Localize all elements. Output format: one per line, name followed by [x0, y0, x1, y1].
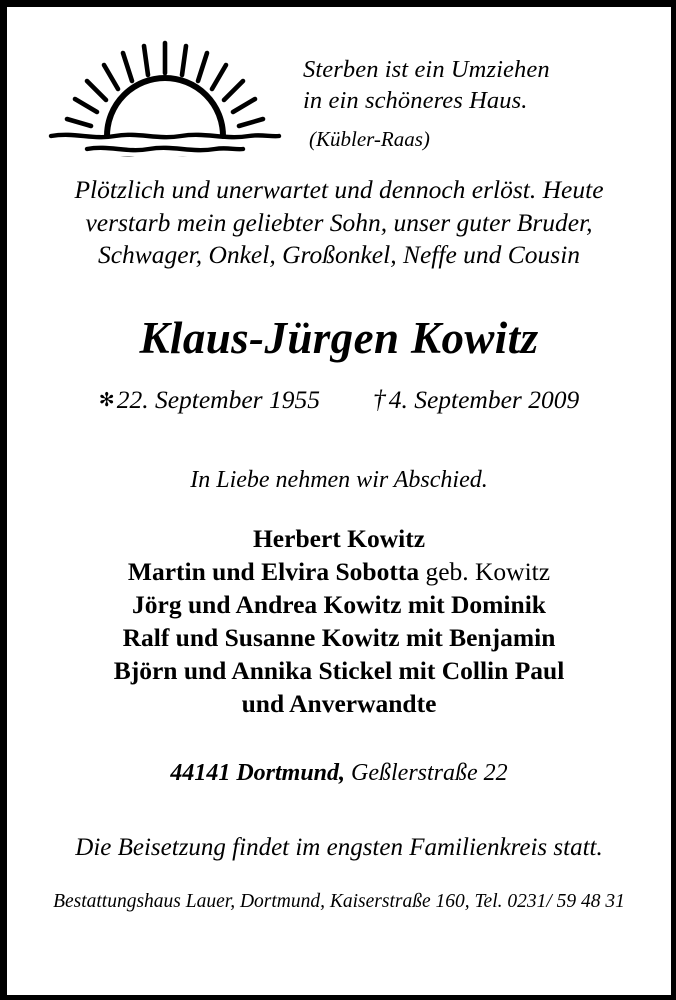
notice-header: [31, 7, 647, 157]
intro-paragraph: [31, 174, 647, 272]
farewell-line: In Liebe nehmen wir Abschied.: [190, 466, 488, 493]
birth-date: 22. September 1955: [116, 384, 320, 414]
mourner-names: und Anverwandte: [241, 688, 437, 718]
rising-sun-over-water-icon: [31, 33, 299, 157]
mourner-names: Jörg und Andrea Kowitz mit Dominik: [132, 589, 546, 619]
mourner-names: Björn und Annika Stickel mit Collin Paul: [113, 655, 565, 685]
list-item: [31, 555, 647, 588]
mourners-list: [31, 522, 647, 720]
deceased-name: Klaus-Jürgen Kowitz: [139, 312, 539, 363]
address-city: 44141 Dortmund,: [170, 759, 346, 786]
quote-author: (Kübler-Raas): [309, 127, 430, 151]
birth-star-icon: ✻: [98, 389, 115, 411]
life-dates: [31, 384, 647, 417]
memorial-quote: [299, 33, 647, 152]
list-item: [31, 687, 647, 720]
address-line: [31, 758, 647, 788]
list-item: [31, 654, 647, 687]
quote-line-2: in ein schöneres Haus.: [303, 87, 528, 114]
list-item: [31, 621, 647, 654]
burial-note: Die Beisetzung findet im engsten Familienkreis statt.: [75, 833, 603, 861]
quote-line-1: Sterben ist ein Umziehen: [303, 56, 550, 83]
mourner-names: Ralf und Susanne Kowitz mit Benjamin: [122, 622, 556, 652]
mourner-names: Herbert Kowitz: [252, 523, 426, 553]
obituary-card: [7, 7, 671, 995]
list-item: [31, 522, 647, 555]
birth-date-group: [99, 384, 320, 417]
funeral-home-credit: Bestattungshaus Lauer, Dortmund, Kaiserstraße 160, Tel. 0231/ 59 48 31: [53, 890, 625, 912]
intro-line-2: verstarb mein geliebter Sohn, unser guter Bruder,: [85, 207, 593, 237]
mourner-names: Martin und Elvira Sobotta: [127, 556, 420, 586]
intro-line-3: Schwager, Onkel, Großonkel, Neffe und Cousin: [97, 240, 581, 269]
death-date: 4. September 2009: [388, 384, 580, 414]
death-cross-icon: †: [372, 384, 386, 414]
death-date-group: [373, 384, 580, 416]
intro-line-1: Plötzlich und unerwartet und dennoch erlöst. Heute: [74, 175, 604, 204]
list-item: [31, 588, 647, 621]
mourner-suffix: geb. Kowitz: [419, 556, 551, 586]
address-street: Geßlerstraße 22: [351, 759, 508, 786]
